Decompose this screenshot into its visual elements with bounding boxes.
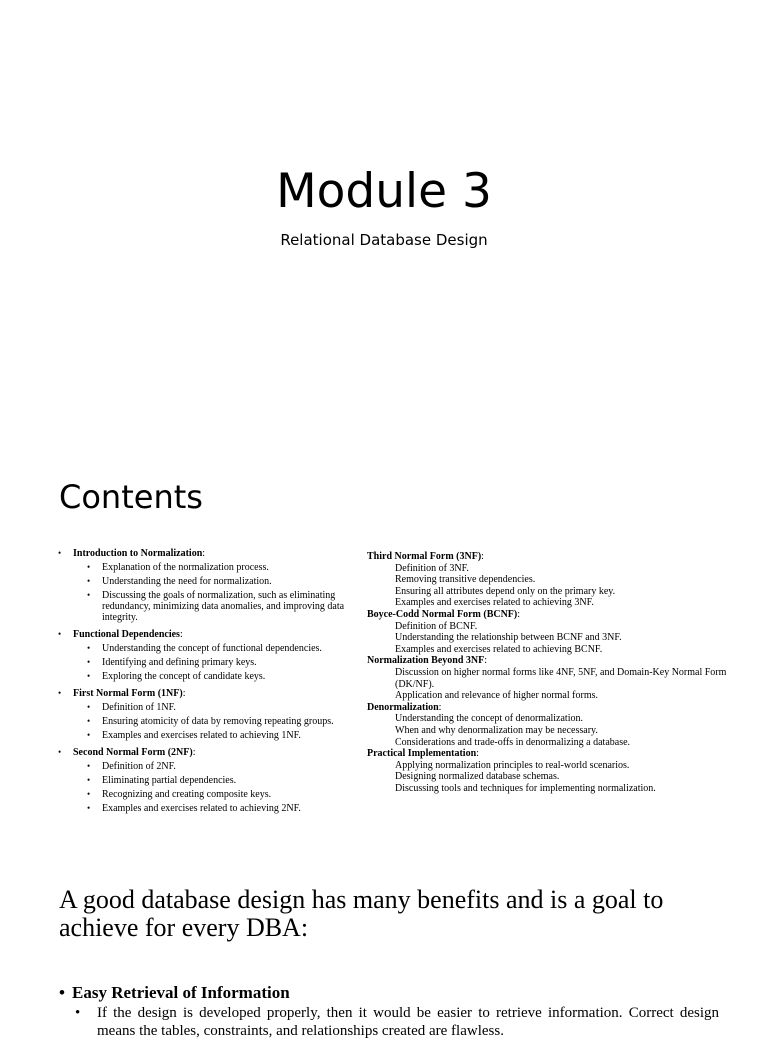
topic-introduction-to-normalization: • Introduction to Normalization: • Explanation of the normalization process. • Understanding the need for normalization. • Discussing the goals of normalization, such as eliminating redundancy, minimizing data anomalies, and improving data integrity. — [56, 548, 346, 623]
list-item: • Definition of 2NF. — [73, 761, 346, 772]
list-item: Application and relevance of higher normal forms. — [395, 690, 598, 702]
list-item: • Examples and exercises related to achieving 2NF. — [73, 803, 346, 814]
topic-title: Denormalization — [367, 701, 439, 713]
list-item: Examples and exercises related to achieving BCNF. — [395, 643, 603, 655]
benefit-text-row — [59, 1004, 719, 1040]
topic-title: Functional Dependencies — [73, 629, 180, 640]
bullet-icon: • — [58, 548, 62, 558]
benefit-title: Easy Retrieval of Information — [72, 983, 290, 1002]
benefit-item — [59, 982, 719, 1040]
topic-second-normal-form: • Second Normal Form (2NF): • Definition of 2NF. • Eliminating partial dependencies. • Recognizing and creating composite keys. • Examples and exercises related to achieving 2NF. — [56, 747, 346, 814]
list-item: • Definition of 1NF. — [73, 702, 346, 713]
benefit-text: If the design is developed properly, then it would be easier to retrieve information. Correct design means the tables, constraints, and relationships created are flawless. — [97, 1005, 719, 1039]
topic-items — [73, 702, 346, 741]
list-item: Examples and exercises related to achieving 3NF. — [395, 597, 594, 609]
bullet-icon: • — [58, 629, 62, 639]
bullet-icon: • — [75, 1005, 81, 1021]
list-item: Discussing tools and techniques for implementing normalization. — [395, 782, 656, 794]
bullet-icon: • — [58, 688, 62, 698]
slide-title: Module 3 — [276, 164, 492, 219]
benefits-heading: A good database design has many benefits and is a goal to achieve for every DBA: — [59, 885, 664, 942]
list-item: Designing normalized database schemas. — [395, 771, 560, 783]
list-item: • Exploring the concept of candidate keys. — [73, 671, 346, 682]
list-item: Removing transitive dependencies. — [395, 574, 536, 586]
list-item: • Discussing the goals of normalization, such as eliminating redundancy, minimizing data anomalies, and improving data integrity. — [73, 590, 346, 623]
list-item: Understanding the concept of denormalization. — [395, 713, 583, 725]
topic-title: Normalization Beyond 3NF — [367, 655, 485, 667]
topic-normalization-beyond-3nf: Normalization Beyond 3NF: Discussion on higher normal forms like 4NF, 5NF, and Domain-Key Normal Form (DK/NF). Application and relevance of higher normal forms. — [367, 655, 727, 702]
topic-title: Boyce-Codd Normal Form (BCNF) — [367, 608, 518, 620]
contents-heading: Contents — [59, 478, 203, 516]
topic-items — [73, 562, 346, 623]
list-item: Discussion on higher normal forms like 4NF, 5NF, and Domain-Key Normal Form (DK/NF). — [395, 666, 727, 690]
list-item: Ensuring all attributes depend only on the primary key. — [395, 585, 616, 597]
list-item: • Examples and exercises related to achieving 1NF. — [73, 730, 346, 741]
topic-items — [73, 761, 346, 814]
list-item: • Understanding the concept of functional dependencies. — [73, 643, 346, 654]
topic-title: First Normal Form (1NF) — [73, 688, 183, 699]
list-item: • Identifying and defining primary keys. — [73, 657, 346, 668]
contents-right-column — [367, 551, 727, 794]
contents-left-column — [56, 548, 346, 820]
list-item: Definition of 3NF. — [395, 562, 469, 574]
list-item: • Recognizing and creating composite keys. — [73, 789, 346, 800]
benefit-title-row — [59, 982, 719, 1004]
list-item: • Eliminating partial dependencies. — [73, 775, 346, 786]
list-item: When and why denormalization may be necessary. — [395, 724, 598, 736]
list-item: • Understanding the need for normalization. — [73, 576, 346, 587]
bullet-icon: • — [58, 747, 62, 757]
topic-title: Third Normal Form (3NF) — [367, 551, 482, 562]
list-item: Applying normalization principles to real-world scenarios. — [395, 759, 630, 771]
topic-boyce-codd-normal-form: Boyce-Codd Normal Form (BCNF): Definition of BCNF. Understanding the relationship between BCNF and 3NF. Examples and exercises related to achieving BCNF. — [367, 609, 727, 655]
topic-title: Practical Implementation — [367, 748, 477, 760]
bullet-icon: • — [59, 983, 65, 1002]
slide-subtitle: Relational Database Design — [280, 231, 488, 249]
topic-items — [73, 643, 346, 682]
list-item: Understanding the relationship between BCNF and 3NF. — [395, 632, 622, 644]
topic-third-normal-form: Third Normal Form (3NF): Definition of 3NF. Removing transitive dependencies. Ensuring all attributes depend only on the primary key. Examples and exercises related to achieving 3NF. — [367, 551, 727, 609]
list-item: • Explanation of the normalization process. — [73, 562, 346, 573]
topic-title: Introduction to Normalization — [73, 548, 203, 559]
list-item: • Ensuring atomicity of data by removing repeating groups. — [73, 716, 346, 727]
topic-functional-dependencies: • Functional Dependencies: • Understanding the concept of functional dependencies. • Identifying and defining primary keys. • Exploring the concept of candidate keys. — [56, 629, 346, 682]
topic-title: Second Normal Form (2NF) — [73, 747, 193, 758]
list-item: Considerations and trade-offs in denormalizing a database. — [395, 736, 631, 748]
list-item: Definition of BCNF. — [395, 620, 478, 632]
topic-denormalization: Denormalization: Understanding the concept of denormalization. When and why denormalization may be necessary. Considerations and trade-offs in denormalizing a database. — [367, 702, 727, 748]
topic-practical-implementation: Practical Implementation: Applying normalization principles to real-world scenarios. Designing normalized database schemas. Discussing tools and techniques for implementing normalization. — [367, 748, 727, 794]
topic-first-normal-form: • First Normal Form (1NF): • Definition of 1NF. • Ensuring atomicity of data by removing repeating groups. • Examples and exercises related to achieving 1NF. — [56, 688, 346, 741]
